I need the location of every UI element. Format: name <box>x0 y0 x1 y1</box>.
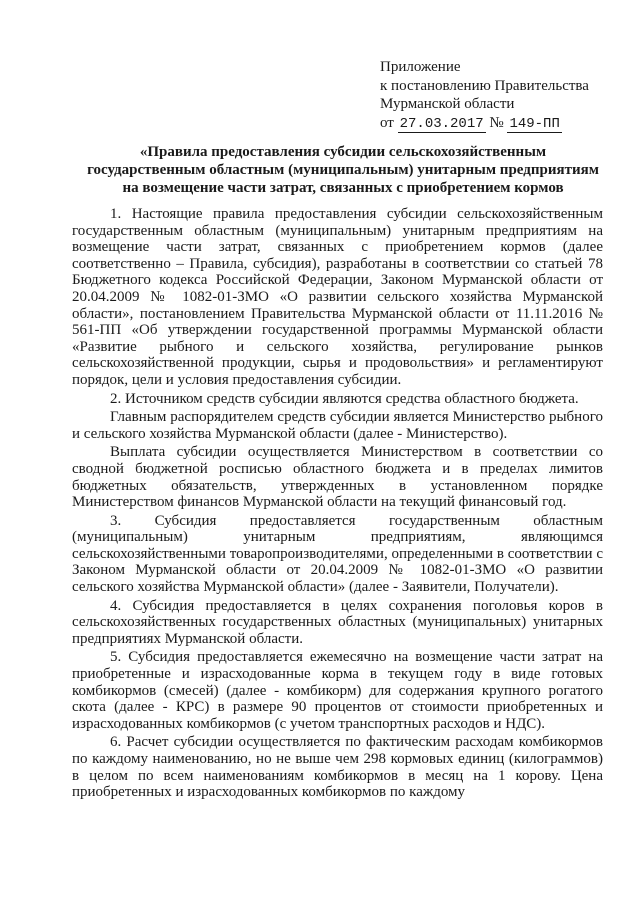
appendix-header <box>380 58 630 133</box>
paragraph-2-main-administrator: Главным распорядителем средств субсидии является Министерство рыбного и сельского хозяйства Мурманской области (далее - Министерство). <box>72 409 603 442</box>
date-prefix: от <box>380 114 394 131</box>
document-title: «Правила предоставления субсидии сельскохозяйственным государственным областным (муниципальным) унитарным предприятиям на возмещение части затрат, связанных с приобретением кормов <box>87 144 599 196</box>
document-body <box>72 206 603 801</box>
paragraph-4: 4. Субсидия предоставляется в целях сохранения поголовья коров в сельскохозяйственных государственных областных (муниципальных) унитарных предприятиях Мурманской области. <box>72 597 603 647</box>
paragraph-2: 2. Источником средств субсидии являются средства областного бюджета. <box>110 390 579 407</box>
paragraph-2-payment: Выплата субсидии осуществляется Министерством в соответствии со сводной бюджетной росписью областного бюджета и в пределах лимитов бюджетных обязательств, утвержденных в установленном порядке Министерством финансов Мурманской области на текущий финансовый год. <box>72 444 603 511</box>
region-name: Мурманской области <box>380 96 515 112</box>
number-prefix: № <box>489 114 504 131</box>
paragraph-3: 3. Субсидия предоставляется государственным областным (муниципальным) унитарным предприятиям, являющимся сельскохозяйственными товаропроизводителями, определенными в соответствии с Законом Мурманской области от 20.04.2009 № 1082-01-ЗМО «О развитии сельского хозяйства Мурманской области» (далее - Заявители, Получатели). <box>72 512 603 596</box>
paragraph-6: 6. Расчет субсидии осуществляется по фактическим расходам комбикормов по каждому наименованию, но не выше чем 298 кормовых единиц (килограммов) в целом по всем наименованиям комбикормов в месяц на 1 корову. Цена приобретенных и израсходованных комбикормов по каждому <box>72 734 603 801</box>
date-number-line <box>380 114 630 134</box>
paragraph-1: 1. Настоящие правила предоставления субсидии сельскохозяйственным государственным областным (муниципальным) унитарным предприятиям на возмещение части затрат, связанных с приобретением кормов (далее соответственно – Правила, субсидия), разработаны в соответствии со статьей 78 Бюджетного кодекса Российской Федерации, Законом Мурманской области от 20.04.2009 № 1082-01-ЗМО «О развитии сельского хозяйства Мурманской области», постановлением Правительства Мурманской области от 11.11.2016 № 561-ПП «Об утверждении государственной программы Мурманской области «Развитие рыбного и сельского хозяйства, регулирование рынков сельскохозяйственной продукции, сырья и продовольствия» и регламентируют порядок, цели и условия предоставления субсидии. <box>72 206 603 388</box>
resolution-number: 149-ПП <box>509 115 560 132</box>
appendix-label: Приложение <box>380 59 461 75</box>
paragraph-5: 5. Субсидия предоставляется ежемесячно на возмещение части затрат на приобретенные и израсходованные корма в текущем году в виде готовых комбикормов (смесей) (далее - комбикорм) для содержания крупного рогатого скота (далее - КРС) в размере 90 процентов от стоимости приобретенных и израсходованных комбикормов (с учетом транспортных расходов и НДС). <box>72 649 603 732</box>
resolution-date: 27.03.2017 <box>399 115 484 132</box>
resolution-reference: к постановлению Правительства <box>380 77 589 94</box>
